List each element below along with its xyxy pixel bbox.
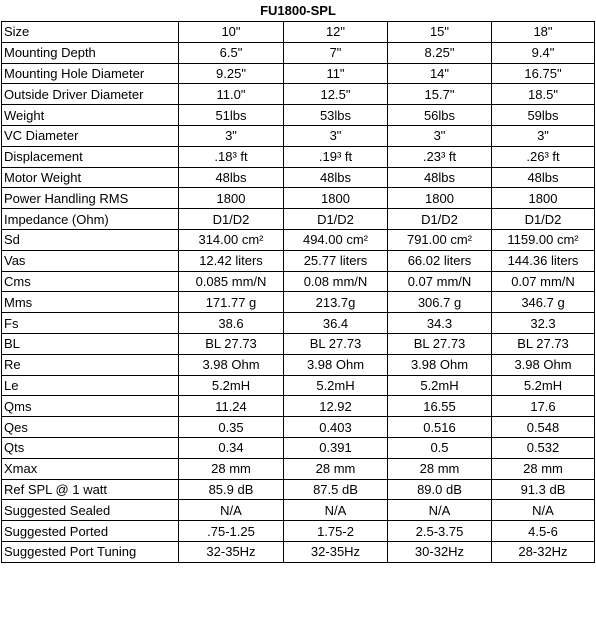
table-row — [2, 479, 595, 500]
row-label: Qts — [2, 437, 179, 458]
page-title: FU1800-SPL — [260, 3, 336, 18]
table-cell: 28 mm — [284, 458, 388, 479]
table-row — [2, 292, 595, 313]
table-cell: 3.98 Ohm — [388, 354, 492, 375]
table-cell: 56lbs — [388, 105, 492, 126]
table-cell: .75-1.25 — [179, 521, 284, 542]
row-label: Xmax — [2, 458, 179, 479]
table-cell: 15.7" — [388, 84, 492, 105]
table-cell: .26³ ft — [492, 146, 595, 167]
table-row — [2, 458, 595, 479]
row-label: Mounting Depth — [2, 42, 179, 63]
table-cell: 89.0 dB — [388, 479, 492, 500]
table-row — [2, 521, 595, 542]
table-cell: N/A — [388, 500, 492, 521]
table-cell: 28 mm — [492, 458, 595, 479]
table-cell: N/A — [179, 500, 284, 521]
table-cell: BL 27.73 — [388, 333, 492, 354]
table-cell: 5.2mH — [284, 375, 388, 396]
table-cell: 34.3 — [388, 313, 492, 334]
row-label: Qes — [2, 417, 179, 438]
table-row — [2, 146, 595, 167]
table-cell: 7" — [284, 42, 388, 63]
row-label: Outside Driver Diameter — [2, 84, 179, 105]
row-label: Weight — [2, 105, 179, 126]
table-row — [2, 22, 595, 43]
table-cell: D1/D2 — [492, 209, 595, 230]
table-row — [2, 354, 595, 375]
row-label: Suggested Ported — [2, 521, 179, 542]
table-cell: 0.391 — [284, 437, 388, 458]
table-row — [2, 333, 595, 354]
row-label: Size — [2, 22, 179, 43]
table-cell: 0.35 — [179, 417, 284, 438]
table-cell: 11" — [284, 63, 388, 84]
table-cell: 48lbs — [388, 167, 492, 188]
table-row — [2, 125, 595, 146]
table-cell: 3" — [492, 125, 595, 146]
row-label: BL — [2, 333, 179, 354]
table-row — [2, 250, 595, 271]
table-cell: 346.7 g — [492, 292, 595, 313]
row-label: Vas — [2, 250, 179, 271]
table-cell: 12.42 liters — [179, 250, 284, 271]
table-cell: 28 mm — [179, 458, 284, 479]
table-cell: 38.6 — [179, 313, 284, 334]
table-row — [2, 167, 595, 188]
table-cell: 32.3 — [492, 313, 595, 334]
table-cell: 1.75-2 — [284, 521, 388, 542]
table-cell: 0.532 — [492, 437, 595, 458]
table-cell: .23³ ft — [388, 146, 492, 167]
table-cell: N/A — [284, 500, 388, 521]
table-cell: 36.4 — [284, 313, 388, 334]
table-cell: 314.00 cm² — [179, 229, 284, 250]
table-cell: 171.77 g — [179, 292, 284, 313]
table-cell: .18³ ft — [179, 146, 284, 167]
table-cell: 144.36 liters — [492, 250, 595, 271]
row-label: Fs — [2, 313, 179, 334]
table-cell: 494.00 cm² — [284, 229, 388, 250]
table-cell: 85.9 dB — [179, 479, 284, 500]
table-cell: 5.2mH — [388, 375, 492, 396]
table-cell: 28-32Hz — [492, 541, 595, 562]
table-row — [2, 84, 595, 105]
table-cell: 18" — [492, 22, 595, 43]
row-label: Displacement — [2, 146, 179, 167]
row-label: Re — [2, 354, 179, 375]
table-cell: 25.77 liters — [284, 250, 388, 271]
table-cell: 59lbs — [492, 105, 595, 126]
table-row — [2, 541, 595, 562]
table-cell: 306.7 g — [388, 292, 492, 313]
table-cell: 87.5 dB — [284, 479, 388, 500]
table-row — [2, 417, 595, 438]
row-label: Impedance (Ohm) — [2, 209, 179, 230]
table-cell: 32-35Hz — [179, 541, 284, 562]
table-cell: 12.5" — [284, 84, 388, 105]
table-cell: 1159.00 cm² — [492, 229, 595, 250]
table-cell: 0.548 — [492, 417, 595, 438]
table-cell: 0.5 — [388, 437, 492, 458]
table-cell: 3.98 Ohm — [284, 354, 388, 375]
table-cell: 0.07 mm/N — [492, 271, 595, 292]
table-cell: 12.92 — [284, 396, 388, 417]
table-cell: 48lbs — [492, 167, 595, 188]
table-cell: 11.0" — [179, 84, 284, 105]
table-cell: 0.403 — [284, 417, 388, 438]
table-row — [2, 229, 595, 250]
table-cell: 0.07 mm/N — [388, 271, 492, 292]
spec-table-body — [2, 22, 595, 563]
table-cell: 48lbs — [284, 167, 388, 188]
table-row — [2, 188, 595, 209]
table-cell: 1800 — [492, 188, 595, 209]
row-label: Mms — [2, 292, 179, 313]
row-label: Sd — [2, 229, 179, 250]
table-cell: 18.5" — [492, 84, 595, 105]
table-cell: 10" — [179, 22, 284, 43]
table-cell: 51lbs — [179, 105, 284, 126]
table-cell: 9.25" — [179, 63, 284, 84]
table-row — [2, 105, 595, 126]
row-label: Power Handling RMS — [2, 188, 179, 209]
table-cell: 5.2mH — [492, 375, 595, 396]
table-cell: 0.08 mm/N — [284, 271, 388, 292]
table-row — [2, 437, 595, 458]
table-cell: N/A — [492, 500, 595, 521]
table-cell: 91.3 dB — [492, 479, 595, 500]
table-cell: 0.34 — [179, 437, 284, 458]
table-cell: 213.7g — [284, 292, 388, 313]
table-cell: 8.25" — [388, 42, 492, 63]
table-cell: 1800 — [388, 188, 492, 209]
row-label: Qms — [2, 396, 179, 417]
row-label: Le — [2, 375, 179, 396]
table-cell: 15" — [388, 22, 492, 43]
table-row — [2, 209, 595, 230]
table-cell: 4.5-6 — [492, 521, 595, 542]
table-cell: 3.98 Ohm — [179, 354, 284, 375]
table-cell: 2.5-3.75 — [388, 521, 492, 542]
table-cell: 66.02 liters — [388, 250, 492, 271]
table-cell: BL 27.73 — [492, 333, 595, 354]
table-cell: 791.00 cm² — [388, 229, 492, 250]
row-label: Ref SPL @ 1 watt — [2, 479, 179, 500]
row-label: Suggested Sealed — [2, 500, 179, 521]
table-cell: 0.516 — [388, 417, 492, 438]
table-row — [2, 375, 595, 396]
table-cell: 3" — [179, 125, 284, 146]
table-cell: D1/D2 — [388, 209, 492, 230]
table-row — [2, 500, 595, 521]
table-cell: 17.6 — [492, 396, 595, 417]
row-label: Suggested Port Tuning — [2, 541, 179, 562]
row-label: Cms — [2, 271, 179, 292]
table-cell: 11.24 — [179, 396, 284, 417]
table-cell: 1800 — [179, 188, 284, 209]
table-cell: 9.4" — [492, 42, 595, 63]
table-row — [2, 313, 595, 334]
table-cell: 3" — [284, 125, 388, 146]
table-row — [2, 271, 595, 292]
table-cell: BL 27.73 — [179, 333, 284, 354]
table-cell: 12" — [284, 22, 388, 43]
table-cell: D1/D2 — [179, 209, 284, 230]
spec-table — [1, 21, 595, 563]
table-cell: 5.2mH — [179, 375, 284, 396]
table-cell: 3" — [388, 125, 492, 146]
row-label: Motor Weight — [2, 167, 179, 188]
table-cell: 3.98 Ohm — [492, 354, 595, 375]
table-cell: 16.55 — [388, 396, 492, 417]
table-row — [2, 42, 595, 63]
table-cell: 53lbs — [284, 105, 388, 126]
table-cell: 48lbs — [179, 167, 284, 188]
table-cell: 30-32Hz — [388, 541, 492, 562]
table-cell: 28 mm — [388, 458, 492, 479]
table-cell: 14" — [388, 63, 492, 84]
table-cell: 0.085 mm/N — [179, 271, 284, 292]
table-cell: D1/D2 — [284, 209, 388, 230]
row-label: Mounting Hole Diameter — [2, 63, 179, 84]
table-cell: 32-35Hz — [284, 541, 388, 562]
table-cell: 1800 — [284, 188, 388, 209]
table-cell: 16.75" — [492, 63, 595, 84]
table-cell: 6.5" — [179, 42, 284, 63]
table-row — [2, 396, 595, 417]
table-row — [2, 63, 595, 84]
table-cell: .19³ ft — [284, 146, 388, 167]
row-label: VC Diameter — [2, 125, 179, 146]
table-cell: BL 27.73 — [284, 333, 388, 354]
